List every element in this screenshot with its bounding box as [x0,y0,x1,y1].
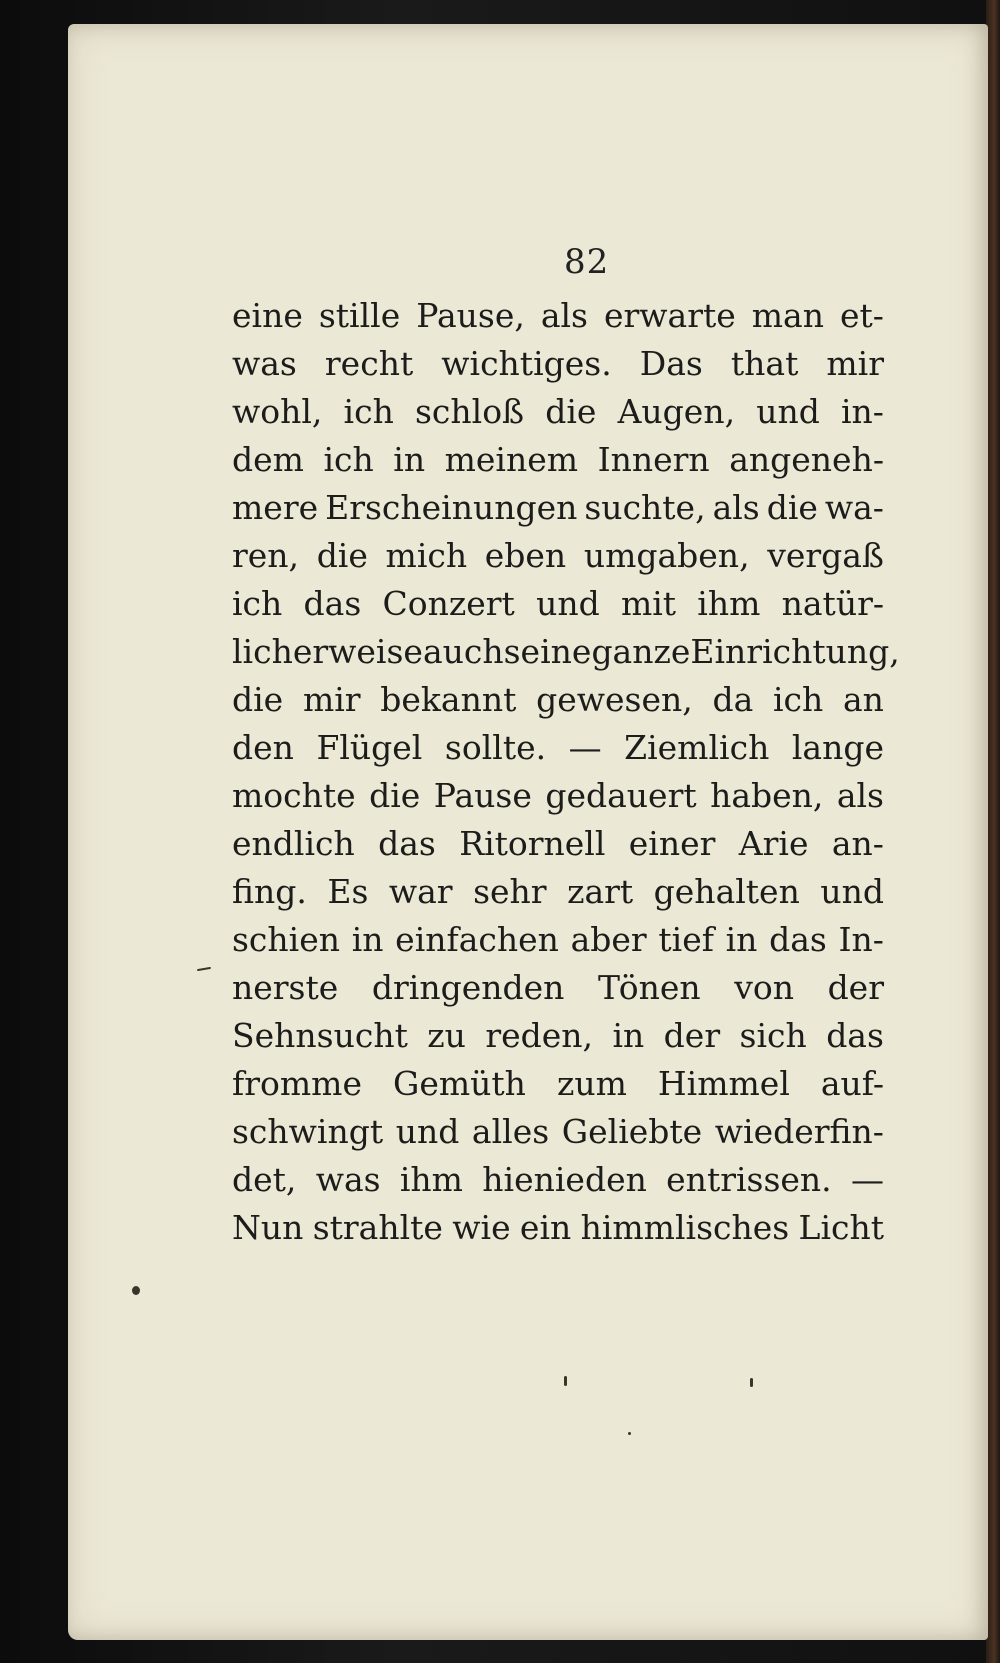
text-line: die mir bekannt gewesen, da ich an [232,680,884,719]
text-line: det, was ihm hienieden entrissen. — [232,1160,884,1199]
text-line: ich das Conzert und mit ihm natür- [232,584,884,623]
ink-speck [628,1432,631,1435]
ink-speck [197,967,211,971]
text-line: fing. Es war sehr zart gehalten und [232,872,884,911]
text-line: dem ich in meinem Innern angeneh- [232,440,884,479]
ink-speck [564,1376,567,1386]
text-line: mere Erscheinungen suchte, als die wa- [232,488,884,527]
text-line: eine stille Pause, als erwarte man et- [232,296,884,335]
ink-speck [750,1378,753,1387]
text-line: endlich das Ritornell einer Arie an- [232,824,884,863]
text-line: ren, die mich eben umgaben, vergaß [232,536,884,575]
text-line: nerste dringenden Tönen von der [232,968,884,1007]
text-line: was recht wichtiges. Das that mir [232,344,884,383]
text-line: den Flügel sollte. — Ziemlich lange [232,728,884,767]
text-line: wohl, ich schloß die Augen, und in- [232,392,884,431]
text-line: Nun strahlte wie ein himmlisches Licht [232,1208,884,1247]
page-number: 82 [564,242,610,282]
book-cover-edge [986,0,1000,1663]
ink-speck [132,1286,140,1295]
text-line: schien in einfachen aber tief in das In- [232,920,884,959]
text-line: Sehnsucht zu reden, in der sich das [232,1016,884,1055]
body-text [232,292,900,1252]
text-line: mochte die Pause gedauert haben, als [232,776,884,815]
text-line: fromme Gemüth zum Himmel auf- [232,1064,884,1103]
text-line: schwingt und alles Geliebte wiederfin- [232,1112,884,1151]
text-line: licherweise auch seine ganze Einrichtung, [232,632,900,671]
